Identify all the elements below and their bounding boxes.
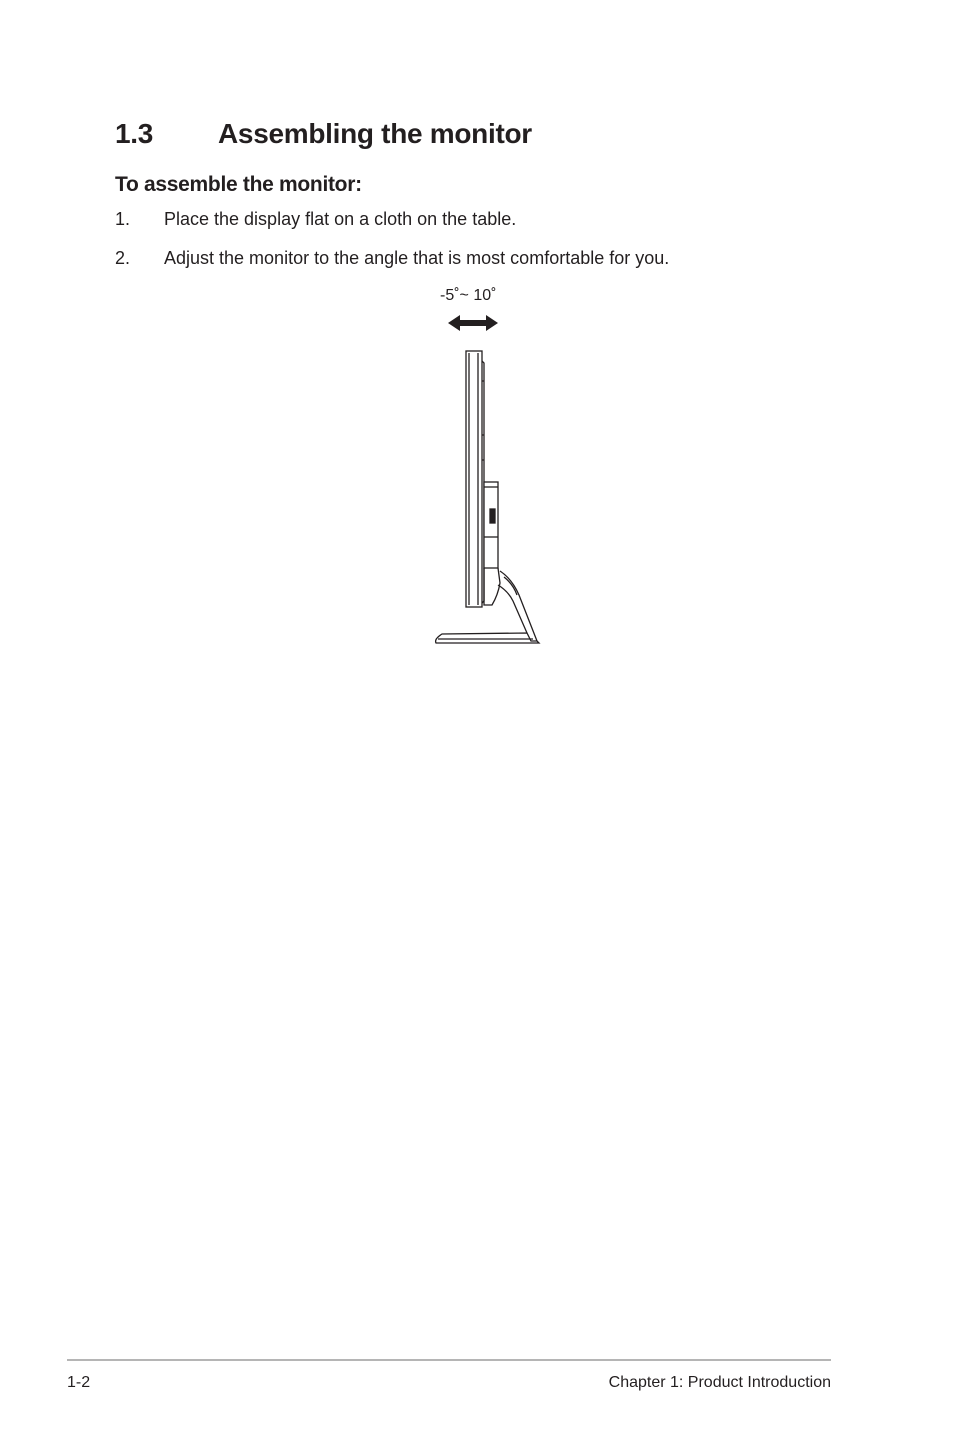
step-text: Adjust the monitor to the angle that is most comfortable for you. — [164, 248, 670, 268]
monitor-stand-arm — [498, 571, 537, 641]
chapter-title: Chapter 1: Product Introduction — [608, 1374, 831, 1391]
monitor-stand-base — [436, 633, 539, 643]
step-number: 2. — [115, 248, 131, 268]
procedure-heading: To assemble the monitor: — [115, 173, 362, 196]
tilt-angle-label: -5˚~ 10˚ — [440, 287, 497, 304]
section-title: Assembling the monitor — [218, 118, 532, 149]
footer-divider — [67, 1359, 831, 1361]
section-heading — [115, 116, 532, 152]
step-number: 1. — [115, 209, 131, 229]
monitor-stand-hinge — [484, 482, 500, 605]
procedure-step — [115, 246, 669, 270]
section-number: 1.3 — [115, 118, 154, 149]
page-number: 1-2 — [67, 1374, 91, 1391]
monitor-panel — [466, 351, 484, 607]
step-text: Place the display flat on a cloth on the table. — [164, 209, 517, 229]
monitor-side-view-illustration — [420, 305, 560, 655]
double-headed-arrow-icon — [448, 315, 498, 331]
procedure-step — [115, 207, 516, 231]
